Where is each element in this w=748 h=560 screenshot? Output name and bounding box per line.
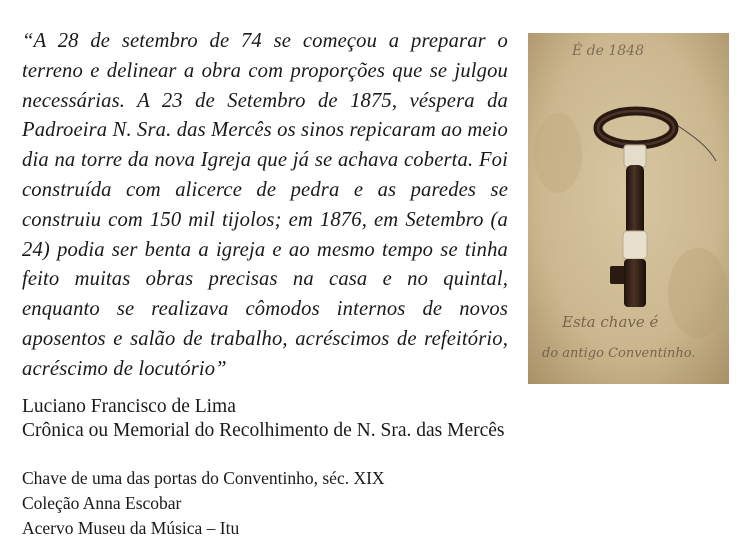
attribution [22, 395, 722, 443]
caption-line-2: Coleção Anna Escobar [22, 493, 182, 513]
photo-caption [22, 466, 722, 541]
tag-wrap-middle [623, 231, 647, 259]
caption-line-3: Acervo Museu da Música – Itu [22, 518, 240, 538]
quote-text: “A 28 de setembro de 74 se começou a preparar o terreno e delinear a obra com proporções que se julgou necessárias. A 23 de Setembro de 1875, véspera da Padroeira N. Sra. das Mercês os sinos repicaram ao meio dia na torre da nova Igreja que já se achava coberta. Foi construída com alicerce de pedra e as paredes se construiu com 150 mil tijolos; em 1876, em Setembro (a 24) podia ser benta a igreja e ao mesmo tempo se tinha feito muitas obras precisas na casa e no quintal, enquanto se realizava cômodos internos de novos aposentos e salão de trabalho, acréscimos de refeitório, acréscimo de locutório” [22, 30, 508, 380]
attribution-author: Luciano Francisco de Lima [22, 396, 236, 417]
key-photo [528, 33, 729, 384]
key-photo-svg [528, 33, 729, 384]
handwriting-top: É de 1848 [572, 43, 644, 59]
attribution-work: Crônica ou Memorial do Recolhimento de N. Sra. das Mercês [22, 420, 505, 441]
handwriting-bottom-line1: Esta chave é [562, 313, 659, 331]
caption-line-1: Chave de uma das portas do Conventinho, séc. XIX [22, 468, 385, 488]
handwriting-bottom-line2: do antigo Conventinho. [542, 346, 696, 361]
tag-wrap-top [624, 145, 646, 167]
